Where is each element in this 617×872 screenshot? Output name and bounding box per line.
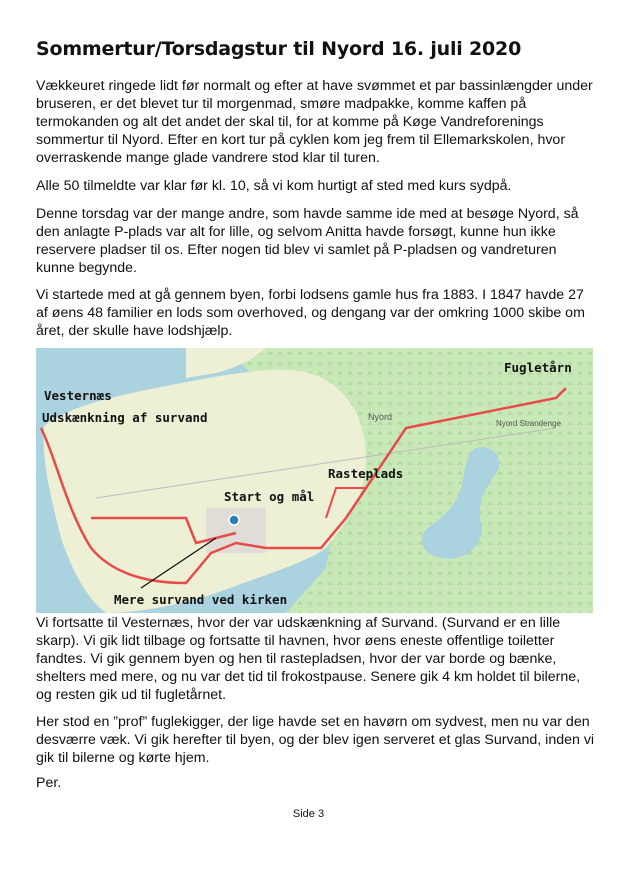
label-start: Start og mål [224, 489, 315, 504]
route-map [36, 348, 593, 613]
label-nyord: Nyord [368, 412, 393, 422]
paragraph-history: Vi startede med at gå gennem byen, forbi lodsens gamle hus fra 1883. I 1847 havde 27 af øens 48 familier en lods som overhoved, og dengang var der omkring 1000 skibe om året, der skulle have lodshjælp. [36, 287, 585, 339]
paragraph-vesternaes: Vi fortsatte til Vesternæs, hvor der var udskænkning af Survand. (Survand er en lille skarp). Vi gik lidt tilbage og fortsatte til havnen, hvor øens eneste offentlige toiletter fandtes. Vi gik gennem byen og hen til rastepladsen, hvor der var borde og bænke, shelters med mere, og nu var det tid til frokostpause. Senere gik 4 km holdet til bilerne, og resten gik ud til fugletårnet. [36, 615, 581, 703]
paragraph-intro: Vækkeuret ringede lidt før normalt og efter at have svømmet et par bassinlængder under bruseren, er det blevet tur til morgenmad, smøre madpakke, komme kaffen på termokanden og alt det andet der skal til, for at komme på Køge Vandreforenings sommertur til Nyord. Efter en kort tur på cyklen kom jeg frem til Ellemarkskolen, hvor overraskende mange glade vandrere stod klar til turen. [36, 78, 593, 166]
label-kirken: Mere survand ved kirken [114, 592, 288, 607]
label-udskaenkning: Udskænkning af survand [42, 410, 208, 425]
signature: Per. [36, 775, 62, 791]
label-rasteplads: Rasteplads [328, 466, 404, 481]
page-title: Sommertur/Torsdagstur til Nyord 16. juli 2020 [36, 38, 522, 60]
label-vesternaes: Vesternæs [44, 388, 112, 403]
paragraph-departure: Alle 50 tilmeldte var klar før kl. 10, så vi kom hurtigt af sted med kurs sydpå. [36, 178, 512, 194]
page-number: Side 3 [292, 808, 325, 820]
label-strandenge: Nyord Strandenge [496, 419, 561, 428]
paragraph-parking: Denne torsdag var der mange andre, som havde samme ide med at besøge Nyord, så den anlagte P-plads var alt for lille, og selvom Anitta havde forsøgt, kunne hun ikke reservere pladser til os. Efter nogen tid blev vi samlet på P-pladsen og vandreturen kunne begynde. [36, 206, 579, 276]
paragraph-fuglekigger: Her stod en ”prof” fuglekigger, der lige havde set en havørn om sydvest, men nu var den desværre væk. Vi gik herefter til byen, og der blev igen serveret et glas Survand, inden vi gik til bilerne og kørte hjem. [36, 714, 595, 766]
route-map-graphic [36, 348, 593, 613]
start-marker [229, 515, 239, 525]
label-fugletaarn: Fugletårn [504, 360, 572, 375]
